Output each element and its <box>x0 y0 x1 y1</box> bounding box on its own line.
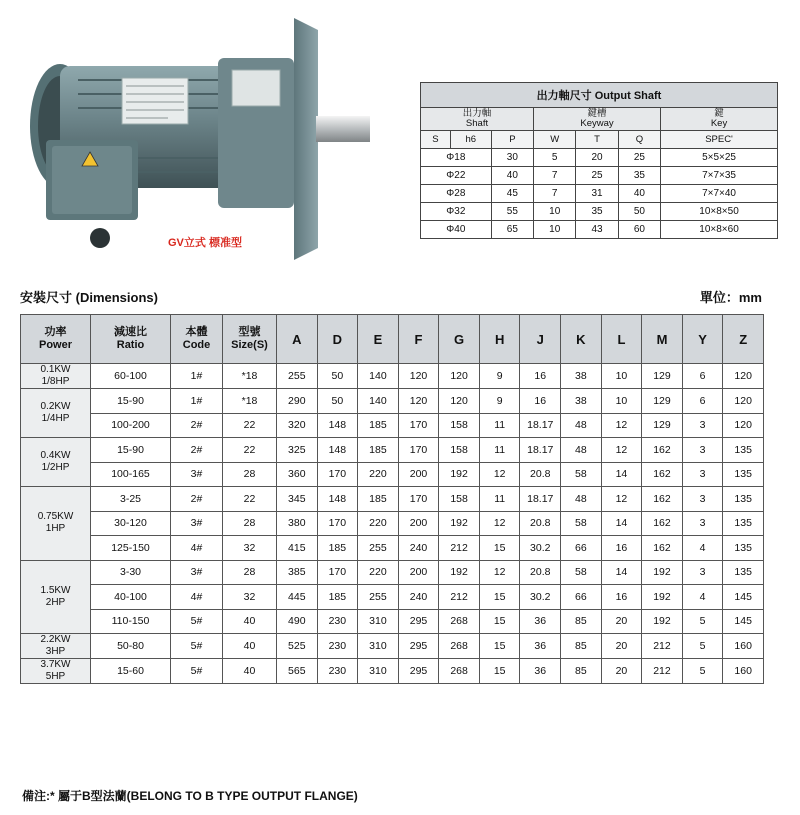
table-cell: 14 <box>601 511 642 536</box>
table-cell: 310 <box>358 609 399 634</box>
table-cell: 192 <box>642 609 683 634</box>
power-cell: 1.5KW 2HP <box>21 560 91 634</box>
table-cell: 12 <box>601 438 642 463</box>
table-cell: 192 <box>439 462 480 487</box>
power-cell: 2.2KW 3HP <box>21 634 91 659</box>
table-row <box>21 634 764 659</box>
table-cell: 445 <box>277 585 318 610</box>
table-cell: 148 <box>317 487 358 512</box>
table-cell: 5 <box>682 659 723 684</box>
output-shaft-cell: 10×8×50 <box>661 203 778 221</box>
table-cell: 129 <box>642 413 683 438</box>
table-cell: 4# <box>171 585 223 610</box>
col-w: W <box>534 131 576 149</box>
table-cell: 15 <box>479 609 520 634</box>
table-cell: 148 <box>317 438 358 463</box>
table-cell: 158 <box>439 487 480 512</box>
output-shaft-cell: Φ40 <box>421 221 492 239</box>
table-cell: 12 <box>601 413 642 438</box>
table-cell: 140 <box>358 364 399 389</box>
table-row <box>21 438 764 463</box>
table-cell: 6 <box>682 389 723 414</box>
table-cell: 15 <box>479 659 520 684</box>
table-cell: 58 <box>561 511 602 536</box>
table-cell: 135 <box>723 511 764 536</box>
table-cell: 100-165 <box>91 462 171 487</box>
table-cell: 170 <box>398 413 439 438</box>
table-cell: 310 <box>358 659 399 684</box>
output-shaft-row <box>421 185 778 203</box>
table-cell: 11 <box>479 413 520 438</box>
table-cell: 170 <box>317 511 358 536</box>
table-row <box>21 389 764 414</box>
output-shaft-cell: Φ18 <box>421 149 492 167</box>
table-cell: 162 <box>642 487 683 512</box>
table-cell: 120 <box>439 389 480 414</box>
table-row <box>21 536 764 561</box>
table-cell: 38 <box>561 389 602 414</box>
table-cell: 22 <box>223 487 277 512</box>
output-shaft-cell: 50 <box>618 203 660 221</box>
output-shaft-row <box>421 221 778 239</box>
table-cell: 14 <box>601 462 642 487</box>
table-cell: 30-120 <box>91 511 171 536</box>
header-dim-e: E <box>358 315 399 364</box>
table-cell: 36 <box>520 609 561 634</box>
table-cell: 60-100 <box>91 364 171 389</box>
table-cell: 255 <box>358 536 399 561</box>
output-shaft-cell: 55 <box>491 203 533 221</box>
table-cell: 22 <box>223 413 277 438</box>
table-cell: 48 <box>561 487 602 512</box>
output-shaft-table-container <box>420 82 778 239</box>
table-cell: 145 <box>723 585 764 610</box>
table-cell: 525 <box>277 634 318 659</box>
table-cell: 255 <box>277 364 318 389</box>
table-cell: 15-90 <box>91 438 171 463</box>
header-dim-g: G <box>439 315 480 364</box>
table-cell: 50 <box>317 389 358 414</box>
table-cell: 3 <box>682 487 723 512</box>
table-cell: 295 <box>398 659 439 684</box>
table-cell: 212 <box>439 536 480 561</box>
table-cell: 50 <box>317 364 358 389</box>
table-cell: 212 <box>642 659 683 684</box>
table-cell: 230 <box>317 609 358 634</box>
output-shaft-cell: 40 <box>618 185 660 203</box>
table-cell: 240 <box>398 585 439 610</box>
table-cell: 360 <box>277 462 318 487</box>
table-cell: 28 <box>223 511 277 536</box>
table-cell: 36 <box>520 634 561 659</box>
table-cell: 415 <box>277 536 318 561</box>
table-cell: 20.8 <box>520 511 561 536</box>
table-cell: 268 <box>439 609 480 634</box>
table-cell: 85 <box>561 609 602 634</box>
output-shaft-cell: 5×5×25 <box>661 149 778 167</box>
table-cell: 5# <box>171 609 223 634</box>
table-cell: 120 <box>723 389 764 414</box>
col-h6: h6 <box>450 131 491 149</box>
table-cell: 230 <box>317 659 358 684</box>
table-cell: 66 <box>561 585 602 610</box>
col-p: P <box>491 131 533 149</box>
output-shaft-cell: 7 <box>534 185 576 203</box>
table-cell: 6 <box>682 364 723 389</box>
table-cell: 1# <box>171 389 223 414</box>
table-cell: 2# <box>171 413 223 438</box>
table-cell: 30.2 <box>520 536 561 561</box>
table-cell: 3 <box>682 413 723 438</box>
header-dim-j: J <box>520 315 561 364</box>
table-cell: 16 <box>520 364 561 389</box>
table-cell: 380 <box>277 511 318 536</box>
group-keyway-header: 鍵槽 Keyway <box>534 108 661 131</box>
table-cell: 20 <box>601 634 642 659</box>
table-cell: 192 <box>642 560 683 585</box>
table-cell: 40 <box>223 609 277 634</box>
table-cell: *18 <box>223 364 277 389</box>
table-cell: 48 <box>561 438 602 463</box>
table-cell: 125-150 <box>91 536 171 561</box>
dimensions-title: 安裝尺寸 (Dimensions) <box>20 290 158 305</box>
output-shaft-cell: 7 <box>534 167 576 185</box>
table-cell: 3-25 <box>91 487 171 512</box>
table-cell: *18 <box>223 389 277 414</box>
table-cell: 100-200 <box>91 413 171 438</box>
table-cell: 18.17 <box>520 487 561 512</box>
table-cell: 3# <box>171 511 223 536</box>
output-shaft-table <box>420 82 778 239</box>
table-row <box>21 659 764 684</box>
table-cell: 385 <box>277 560 318 585</box>
table-cell: 3 <box>682 560 723 585</box>
table-cell: 3# <box>171 462 223 487</box>
table-cell: 310 <box>358 634 399 659</box>
table-cell: 255 <box>358 585 399 610</box>
table-cell: 66 <box>561 536 602 561</box>
table-cell: 220 <box>358 511 399 536</box>
table-cell: 14 <box>601 560 642 585</box>
table-cell: 50-80 <box>91 634 171 659</box>
table-row <box>21 560 764 585</box>
table-cell: 185 <box>358 413 399 438</box>
output-shaft-cell: Φ32 <box>421 203 492 221</box>
header-dim-f: F <box>398 315 439 364</box>
unit-label: 單位：mm <box>699 290 762 305</box>
table-cell: 170 <box>398 438 439 463</box>
table-cell: 192 <box>439 511 480 536</box>
table-cell: 9 <box>479 364 520 389</box>
output-shaft-cell: 35 <box>576 203 618 221</box>
header-dim-z: Z <box>723 315 764 364</box>
table-cell: 185 <box>317 585 358 610</box>
table-cell: 135 <box>723 560 764 585</box>
table-cell: 129 <box>642 389 683 414</box>
output-shaft-rows <box>421 149 778 239</box>
table-row <box>21 487 764 512</box>
table-cell: 11 <box>479 438 520 463</box>
table-cell: 3 <box>682 438 723 463</box>
table-cell: 16 <box>601 536 642 561</box>
table-cell: 240 <box>398 536 439 561</box>
power-cell: 0.75KW 1HP <box>21 487 91 561</box>
header-dim-a: A <box>277 315 318 364</box>
table-cell: 295 <box>398 634 439 659</box>
group-key-header: 鍵 Key <box>661 108 778 131</box>
table-row <box>21 585 764 610</box>
table-cell: 40 <box>223 659 277 684</box>
footnote: 備注:* 屬于B型法蘭(BELONG TO B TYPE OUTPUT FLANGE) <box>22 789 358 803</box>
dimensions-header-row <box>21 315 764 364</box>
table-cell: 16 <box>601 585 642 610</box>
table-row <box>21 609 764 634</box>
table-cell: 12 <box>479 511 520 536</box>
table-cell: 15 <box>479 536 520 561</box>
table-cell: 16 <box>520 389 561 414</box>
table-cell: 28 <box>223 462 277 487</box>
header-size: 型號 Size(S) <box>223 315 277 364</box>
table-cell: 220 <box>358 462 399 487</box>
table-cell: 110-150 <box>91 609 171 634</box>
table-cell: 15-60 <box>91 659 171 684</box>
table-cell: 135 <box>723 462 764 487</box>
col-spec: SPEC' <box>661 131 778 149</box>
header-power: 功率 Power <box>21 315 91 364</box>
table-cell: 5 <box>682 634 723 659</box>
table-cell: 15 <box>479 585 520 610</box>
table-cell: 268 <box>439 659 480 684</box>
table-cell: 18.17 <box>520 413 561 438</box>
table-cell: 162 <box>642 511 683 536</box>
output-shaft-cell: 7×7×35 <box>661 167 778 185</box>
table-cell: 220 <box>358 560 399 585</box>
power-cell: 0.4KW 1/2HP <box>21 438 91 487</box>
output-shaft-cell: 40 <box>491 167 533 185</box>
output-shaft-row <box>421 203 778 221</box>
table-cell: 20 <box>601 609 642 634</box>
table-cell: 5# <box>171 659 223 684</box>
table-cell: 11 <box>479 487 520 512</box>
table-cell: 325 <box>277 438 318 463</box>
table-cell: 192 <box>439 560 480 585</box>
header-dim-l: L <box>601 315 642 364</box>
table-cell: 10 <box>601 364 642 389</box>
table-cell: 28 <box>223 560 277 585</box>
table-cell: 1# <box>171 364 223 389</box>
table-cell: 170 <box>317 462 358 487</box>
table-cell: 22 <box>223 438 277 463</box>
table-cell: 12 <box>479 560 520 585</box>
header-dim-d: D <box>317 315 358 364</box>
output-shaft-cell: 45 <box>491 185 533 203</box>
col-s: S <box>421 131 451 149</box>
table-cell: 162 <box>642 462 683 487</box>
group-shaft-header: 出力軸 Shaft <box>421 108 534 131</box>
table-cell: 192 <box>642 585 683 610</box>
table-cell: 230 <box>317 634 358 659</box>
table-cell: 36 <box>520 659 561 684</box>
table-cell: 4 <box>682 585 723 610</box>
table-cell: 185 <box>358 487 399 512</box>
table-cell: 135 <box>723 536 764 561</box>
output-shaft-row <box>421 149 778 167</box>
table-cell: 120 <box>398 389 439 414</box>
table-cell: 58 <box>561 560 602 585</box>
power-cell: 3.7KW 5HP <box>21 659 91 684</box>
gear-motor-photo <box>18 18 370 260</box>
table-cell: 120 <box>723 413 764 438</box>
table-cell: 212 <box>439 585 480 610</box>
table-cell: 9 <box>479 389 520 414</box>
table-cell: 20.8 <box>520 560 561 585</box>
output-shaft-cell: 25 <box>576 167 618 185</box>
output-shaft-cell: 25 <box>618 149 660 167</box>
table-cell: 290 <box>277 389 318 414</box>
table-cell: 4# <box>171 536 223 561</box>
header-dim-k: K <box>561 315 602 364</box>
table-cell: 2# <box>171 438 223 463</box>
table-cell: 162 <box>642 438 683 463</box>
output-shaft-title: 出力軸尺寸 Output Shaft <box>421 83 778 108</box>
table-cell: 58 <box>561 462 602 487</box>
header-dim-m: M <box>642 315 683 364</box>
table-cell: 185 <box>317 536 358 561</box>
table-row <box>21 462 764 487</box>
output-shaft-cell: 31 <box>576 185 618 203</box>
table-row <box>21 413 764 438</box>
table-cell: 200 <box>398 560 439 585</box>
table-cell: 200 <box>398 511 439 536</box>
header-code: 本體 Code <box>171 315 223 364</box>
table-cell: 345 <box>277 487 318 512</box>
table-cell: 160 <box>723 634 764 659</box>
table-cell: 3-30 <box>91 560 171 585</box>
table-cell: 170 <box>317 560 358 585</box>
table-cell: 3 <box>682 462 723 487</box>
output-shaft-cell: 65 <box>491 221 533 239</box>
power-cell: 0.1KW 1/8HP <box>21 364 91 389</box>
dimensions-table-container <box>20 314 764 684</box>
table-cell: 5# <box>171 634 223 659</box>
table-cell: 565 <box>277 659 318 684</box>
output-shaft-row <box>421 167 778 185</box>
table-cell: 32 <box>223 585 277 610</box>
header-ratio: 減速比 Ratio <box>91 315 171 364</box>
table-cell: 3# <box>171 560 223 585</box>
table-cell: 135 <box>723 438 764 463</box>
output-shaft-cell: 10 <box>534 221 576 239</box>
output-shaft-cell: 20 <box>576 149 618 167</box>
output-shaft-cell: Φ28 <box>421 185 492 203</box>
table-cell: 12 <box>479 462 520 487</box>
output-shaft-cell: 60 <box>618 221 660 239</box>
table-row <box>21 511 764 536</box>
table-cell: 4 <box>682 536 723 561</box>
table-cell: 170 <box>398 487 439 512</box>
power-cell: 0.2KW 1/4HP <box>21 389 91 438</box>
output-shaft-cell: 30 <box>491 149 533 167</box>
table-cell: 3 <box>682 511 723 536</box>
dimensions-rows <box>21 364 764 684</box>
table-cell: 15-90 <box>91 389 171 414</box>
table-cell: 20 <box>601 659 642 684</box>
table-cell: 295 <box>398 609 439 634</box>
dimensions-table <box>20 314 764 684</box>
table-cell: 15 <box>479 634 520 659</box>
table-cell: 2# <box>171 487 223 512</box>
table-cell: 160 <box>723 659 764 684</box>
table-cell: 148 <box>317 413 358 438</box>
table-cell: 10 <box>601 389 642 414</box>
output-shaft-cell: 5 <box>534 149 576 167</box>
table-cell: 268 <box>439 634 480 659</box>
output-shaft-cell: Φ22 <box>421 167 492 185</box>
col-t: T <box>576 131 618 149</box>
header-dim-h: H <box>479 315 520 364</box>
output-shaft-cell: 35 <box>618 167 660 185</box>
table-cell: 162 <box>642 536 683 561</box>
table-cell: 120 <box>439 364 480 389</box>
table-cell: 18.17 <box>520 438 561 463</box>
table-cell: 120 <box>398 364 439 389</box>
table-cell: 135 <box>723 487 764 512</box>
product-type-label: GV立式 標准型 <box>168 237 242 249</box>
table-cell: 320 <box>277 413 318 438</box>
table-cell: 158 <box>439 438 480 463</box>
header-dim-y: Y <box>682 315 723 364</box>
output-shaft-cell: 43 <box>576 221 618 239</box>
table-cell: 38 <box>561 364 602 389</box>
output-shaft-cell: 10×8×60 <box>661 221 778 239</box>
table-cell: 85 <box>561 634 602 659</box>
table-cell: 140 <box>358 389 399 414</box>
table-cell: 200 <box>398 462 439 487</box>
col-q: Q <box>618 131 660 149</box>
table-cell: 145 <box>723 609 764 634</box>
table-cell: 212 <box>642 634 683 659</box>
table-row <box>21 364 764 389</box>
table-cell: 40 <box>223 634 277 659</box>
table-cell: 32 <box>223 536 277 561</box>
table-cell: 158 <box>439 413 480 438</box>
table-cell: 490 <box>277 609 318 634</box>
output-shaft-cell: 10 <box>534 203 576 221</box>
table-cell: 120 <box>723 364 764 389</box>
table-cell: 12 <box>601 487 642 512</box>
table-cell: 40-100 <box>91 585 171 610</box>
table-cell: 20.8 <box>520 462 561 487</box>
table-cell: 129 <box>642 364 683 389</box>
table-cell: 85 <box>561 659 602 684</box>
table-cell: 48 <box>561 413 602 438</box>
output-shaft-cell: 7×7×40 <box>661 185 778 203</box>
table-cell: 185 <box>358 438 399 463</box>
table-cell: 5 <box>682 609 723 634</box>
table-cell: 30.2 <box>520 585 561 610</box>
